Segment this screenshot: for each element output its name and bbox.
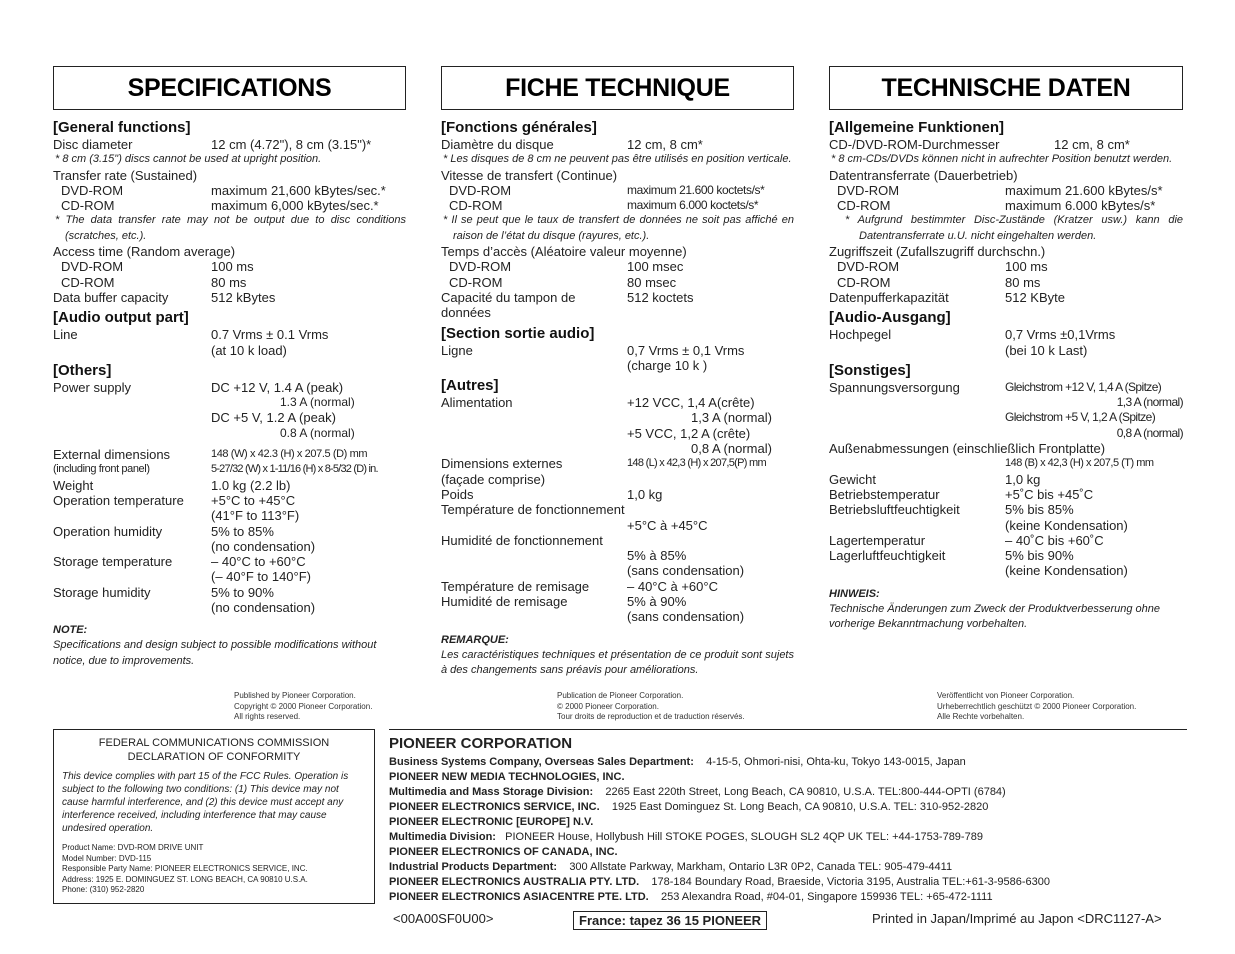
note-heading: NOTE:: [53, 624, 88, 637]
address-line: PIONEER ELECTRONICS OF CANADA, INC.: [389, 846, 618, 858]
spec-label: Außenabmessungen (einschließlich Frontplatte): [829, 441, 1106, 457]
spec-value: – 40°C to +60°C (– 40°F to 140°F): [211, 554, 311, 585]
spec-label: DVD-ROM: [449, 182, 512, 198]
fcc-title: FEDERAL COMMUNICATIONS COMMISSION: [98, 737, 330, 749]
spec-label: Gewicht: [829, 471, 876, 487]
spec-value: maximum 6.000 koctets/s*: [627, 198, 759, 213]
publisher-en: Published by Pioneer Corporation. Copyright © 2000 Pioneer Corporation. All rights reserved.: [234, 691, 373, 721]
spec-value: 0,7 Vrms ± 0,1 Vrms (charge 10 k ): [627, 342, 745, 373]
spec-label: Vitesse de transfert (Continue): [441, 167, 618, 183]
company-name: PIONEER CORPORATION: [389, 735, 573, 752]
heading-audio: [Audio output part]: [53, 309, 189, 327]
fcc-subtitle: DECLARATION OF CONFORMITY: [127, 751, 301, 763]
spec-label: Transfer rate (Sustained): [53, 167, 198, 183]
spec-label: DVD-ROM: [837, 259, 900, 275]
spec-value: 512 kBytes: [211, 289, 276, 305]
spec-value: – 40˚C bis +60˚C: [1005, 532, 1104, 548]
note-text: Technische Änderungen zum Zweck der Produktverbesserung ohne vorherige Bekanntmachung vorbehalten.: [829, 602, 1161, 631]
address-line: PIONEER ELECTRONICS ASIACENTRE PTE. LTD. 253 Alexandra Road, #04-01, Singapore 159936 TEL: +65-472-1111: [389, 891, 993, 903]
spec-label: Humidité de remisage: [441, 594, 568, 610]
spec-value: 12 cm (4.72"), 8 cm (3.15")*: [211, 137, 372, 152]
spec-label: Line: [53, 327, 78, 343]
spec-label: DVD-ROM: [61, 259, 124, 275]
spec-label: DVD-ROM: [449, 259, 512, 275]
spec-label: CD-ROM: [61, 274, 115, 290]
spec-value: DC +12 V, 1.4 A (peak) 1.3 A (normal) DC +5 V, 1.2 A (peak) 0.8 A (normal): [211, 379, 355, 440]
spec-label: Température de remisage: [441, 578, 590, 594]
spec-label: CD-ROM: [449, 198, 503, 214]
spec-label: Power supply: [53, 379, 132, 395]
spec-value: 5% to 85% (no condensation): [211, 523, 316, 554]
note-text: Les caractéristiques techniques et présentation de ce produit sont sujets à des changements sans préavis pour améliorations.: [441, 648, 794, 676]
heading-audio: [Audio-Ausgang]: [829, 309, 951, 327]
spec-value: 5% to 90% (no condensation): [211, 584, 316, 616]
spec-value: 148 (L) x 42,3 (H) x 207,5(P) mm: [627, 457, 766, 470]
heading-general: [General functions]: [53, 119, 191, 136]
spec-value: 5% à 85%: [627, 548, 687, 564]
spec-label: Spannungsversorgung: [829, 379, 960, 395]
spec-value: 0,7 Vrms ±0,1Vrms (bei 10 k Last): [1005, 327, 1116, 358]
spec-label: Dimensions externes (façade comprise): [441, 456, 563, 487]
spec-value: (sans condensation): [627, 563, 745, 579]
spec-value: 148 (B) x 42,3 (H) x 207,5 (T) mm: [1005, 457, 1154, 470]
spec-label: CD-ROM: [61, 198, 115, 214]
spec-value: 5% bis 90% (keine Kondensation): [1005, 548, 1128, 579]
footnote: * Aufgrund bestimmter Disc-Zustände (Kratzer usw.) kann die Datentransferrate u.U. nicht eingehalten werden.: [845, 214, 1183, 242]
heading-others: [Autres]: [441, 377, 499, 395]
section-title: SPECIFICATIONS: [53, 66, 406, 110]
footnote: * Il se peut que le taux de transfert de données ne soit pas affiché en raison de l’état du disque (rayures, etc.).: [443, 214, 794, 242]
publisher-de: Veröffentlicht von Pioneer Corporation. Urheberrechtlich geschützt © 2000 Pioneer Corporation. Alle Rechte vorbehalten.: [937, 691, 1137, 721]
publisher-fr: Publication de Pioneer Corporation. © 2000 Pioneer Corporation. Tour droits de reproduction et de traduction réservés.: [557, 691, 745, 721]
spec-label: Storage humidity: [53, 584, 151, 600]
spec-label: Datenpufferkapazität: [829, 289, 949, 305]
heading-audio: [Section sortie audio]: [441, 324, 595, 342]
fcc-declaration-box: [53, 729, 375, 904]
spec-label: Diamètre du disque: [441, 137, 554, 152]
spec-label: DVD-ROM: [61, 182, 124, 198]
spec-label: Betriebsluftfeuchtigkeit: [829, 502, 960, 518]
spec-label: Betriebstemperatur: [829, 486, 940, 502]
section-title: TECHNISCHE DATEN: [829, 66, 1183, 110]
heading-others: [Others]: [53, 361, 112, 379]
address-line: PIONEER ELECTRONICS AUSTRALIA PTY. LTD. 178-184 Boundary Road, Braeside, Victoria 3195, Australia TEL:+61-3-9586-6300: [389, 876, 1051, 888]
spec-label: Disc diameter: [53, 137, 133, 152]
spec-value: 80 ms: [1005, 274, 1041, 290]
address-line: Multimedia Division: PIONEER House, Hollybush Hill STOKE POGES, SLOUGH SL2 4QP UK TEL: +44-1753-789-789: [389, 831, 983, 843]
heading-general: [Allgemeine Funktionen]: [829, 119, 1005, 136]
spec-label: CD-/DVD-ROM-Durchmesser: [829, 137, 1000, 152]
spec-label: CD-ROM: [449, 274, 503, 290]
spec-value: 1,0 kg: [1005, 471, 1041, 487]
spec-label: Operation temperature: [53, 492, 184, 508]
spec-value: 512 KByte: [1005, 289, 1065, 305]
spec-value: Gleichstrom +12 V, 1,4 A (Spitze) 1,3 A (normal) Gleichstrom +5 V, 1,2 A (Spitze) 0,8 A (normal): [1005, 379, 1183, 440]
spec-label: Weight: [53, 477, 94, 493]
spec-label: Access time (Random average): [53, 244, 236, 260]
spec-value: 5% bis 85% (keine Kondensation): [1005, 502, 1128, 533]
heading-general: [Fonctions générales]: [441, 119, 597, 136]
column-french: [441, 66, 794, 678]
spec-label: Température de fonctionnement: [441, 502, 625, 518]
note-text: Specifications and design subject to possible modifications without notice, due to improvements.: [53, 639, 377, 667]
spec-value: maximum 21.600 koctets/s*: [627, 182, 765, 197]
spec-value: 5% à 90% (sans condensation): [627, 594, 745, 625]
spec-value: maximum 6.000 kBytes/s*: [1005, 198, 1156, 214]
note-heading: REMARQUE:: [441, 633, 509, 646]
spec-label: Operation humidity: [53, 523, 163, 539]
spec-value: +5°C à +45°C: [627, 517, 708, 533]
spec-label: CD-ROM: [837, 274, 891, 290]
spec-label: Poids: [441, 486, 474, 502]
footnote: * 8 cm (3.15") discs cannot be used at upright position.: [55, 153, 322, 166]
spec-value: 12 cm, 8 cm*: [1054, 137, 1130, 152]
spec-value: maximum 21,600 kBytes/sec.*: [211, 182, 386, 198]
spec-value: 100 ms: [1005, 259, 1048, 275]
spec-value: – 40°C à +60°C: [627, 578, 718, 594]
spec-label: CD-ROM: [837, 198, 891, 214]
address-line: Industrial Products Department: 300 Allstate Parkway, Markham, Ontario L3R 0P2, Canada TEL: 905-479-4411: [389, 861, 953, 873]
spec-value: 100 ms: [211, 259, 254, 275]
fcc-text: This device complies with part 15 of the FCC Rules. Operation is subject to the following two conditions: (1) This device may not cause harmful interference, and (2) this device must accept any interference received, including interference that may cause undesired operation.: [62, 771, 349, 834]
spec-label: Hochpegel: [829, 327, 892, 343]
spec-value: 512 koctets: [627, 289, 694, 305]
footnote: * 8 cm-CDs/DVDs können nicht in aufrechter Position benutzt werden.: [831, 153, 1173, 166]
spec-value: 100 msec: [627, 259, 684, 275]
heading-others: [Sonstiges]: [829, 361, 911, 379]
france-minitel-box: France: tapez 36 15 PIONEER: [573, 911, 767, 930]
spec-label: Ligne: [441, 342, 473, 358]
address-line: PIONEER NEW MEDIA TECHNOLOGIES, INC.: [389, 771, 625, 783]
address-line: Multimedia and Mass Storage Division: 2265 East 220th Street, Long Beach, CA 90810, U.S.A. TEL:800-444-OPTI (6784): [389, 786, 1006, 798]
spec-value: 148 (W) x 42.3 (H) x 207.5 (D) mm 5-27/32 (W) x 1-11/16 (H) x 8-5/32 (D) in.: [211, 448, 378, 476]
section-title: FICHE TECHNIQUE: [441, 66, 794, 110]
spec-label: Humidité de fonctionnement: [441, 532, 603, 548]
document-code: <00A00SF0U00>: [393, 911, 494, 926]
address-line: PIONEER ELECTRONIC [EUROPE] N.V.: [389, 816, 594, 828]
column-english: [53, 66, 406, 669]
note-heading: HINWEIS:: [829, 587, 880, 600]
printed-in: Printed in Japan/Imprimé au Japon <DRC1127-A>: [872, 911, 1162, 926]
column-german: [829, 66, 1183, 632]
spec-label: Alimentation: [441, 395, 513, 411]
fcc-product-info: Product Name: DVD-ROM DRIVE UNIT Model Number: DVD-115 Responsible Party Name: PIONEER ELECTRONICS SERVICE, INC. Address: 1925 E. DOMINGUEZ ST. LONG BEACH, CA 90810 U.S.A. Phone: (310) 952-2820: [62, 843, 308, 894]
spec-value: 12 cm, 8 cm*: [627, 137, 703, 152]
spec-label: Storage temperature: [53, 554, 173, 570]
spec-label: Datentransferrate (Dauerbetrieb): [829, 167, 1018, 183]
spec-label: Data buffer capacity: [53, 289, 169, 305]
spec-value: 80 msec: [627, 274, 677, 290]
spec-label: Zugriffszeit (Zufallszugriff durchschn.): [829, 244, 1046, 260]
spec-value: +5˚C bis +45˚C: [1005, 486, 1094, 502]
spec-value: 1.0 kg (2.2 lb): [211, 477, 291, 493]
address-line: Business Systems Company, Overseas Sales Department: 4-15-5, Ohmori-nisi, Ohta-ku, Tokyo 143-0015, Japan: [389, 756, 966, 768]
spec-value: 1,0 kg: [627, 486, 663, 502]
footnote: * Les disques de 8 cm ne peuvent pas être utilisés en position verticale.: [443, 153, 792, 166]
spec-label: Capacité du tampon de données: [441, 289, 576, 321]
spec-label: Lagerluftfeuchtigkeit: [829, 548, 946, 564]
spec-label: Lagertemperatur: [829, 532, 926, 548]
spec-value: maximum 6,000 kBytes/sec.*: [211, 198, 379, 214]
footnote: * The data transfer rate may not be output due to disc conditions (scratches, etc.).: [55, 214, 406, 242]
address-line: PIONEER ELECTRONICS SERVICE, INC. 1925 East Dominguez St. Long Beach, CA 90810, U.S.A. TEL: 310-952-2820: [389, 801, 989, 813]
spec-value: 0.7 Vrms ± 0.1 Vrms (at 10 k load): [211, 327, 329, 358]
spec-value: maximum 21.600 kBytes/s*: [1005, 182, 1163, 198]
spec-value: +5°C to +45°C (41°F to 113°F): [211, 492, 300, 524]
spec-label: DVD-ROM: [837, 182, 900, 198]
spec-label: Temps d’accès (Aléatoire valeur moyenne): [441, 244, 687, 260]
spec-value: 80 ms: [211, 274, 247, 290]
spec-label: External dimensions (including front panel): [53, 447, 171, 476]
spec-value: +12 VCC, 1,4 A(crête) 1,3 A (normal) +5 VCC, 1,2 A (crête) 0,8 A (normal): [627, 395, 772, 457]
pioneer-addresses: [389, 729, 1187, 905]
